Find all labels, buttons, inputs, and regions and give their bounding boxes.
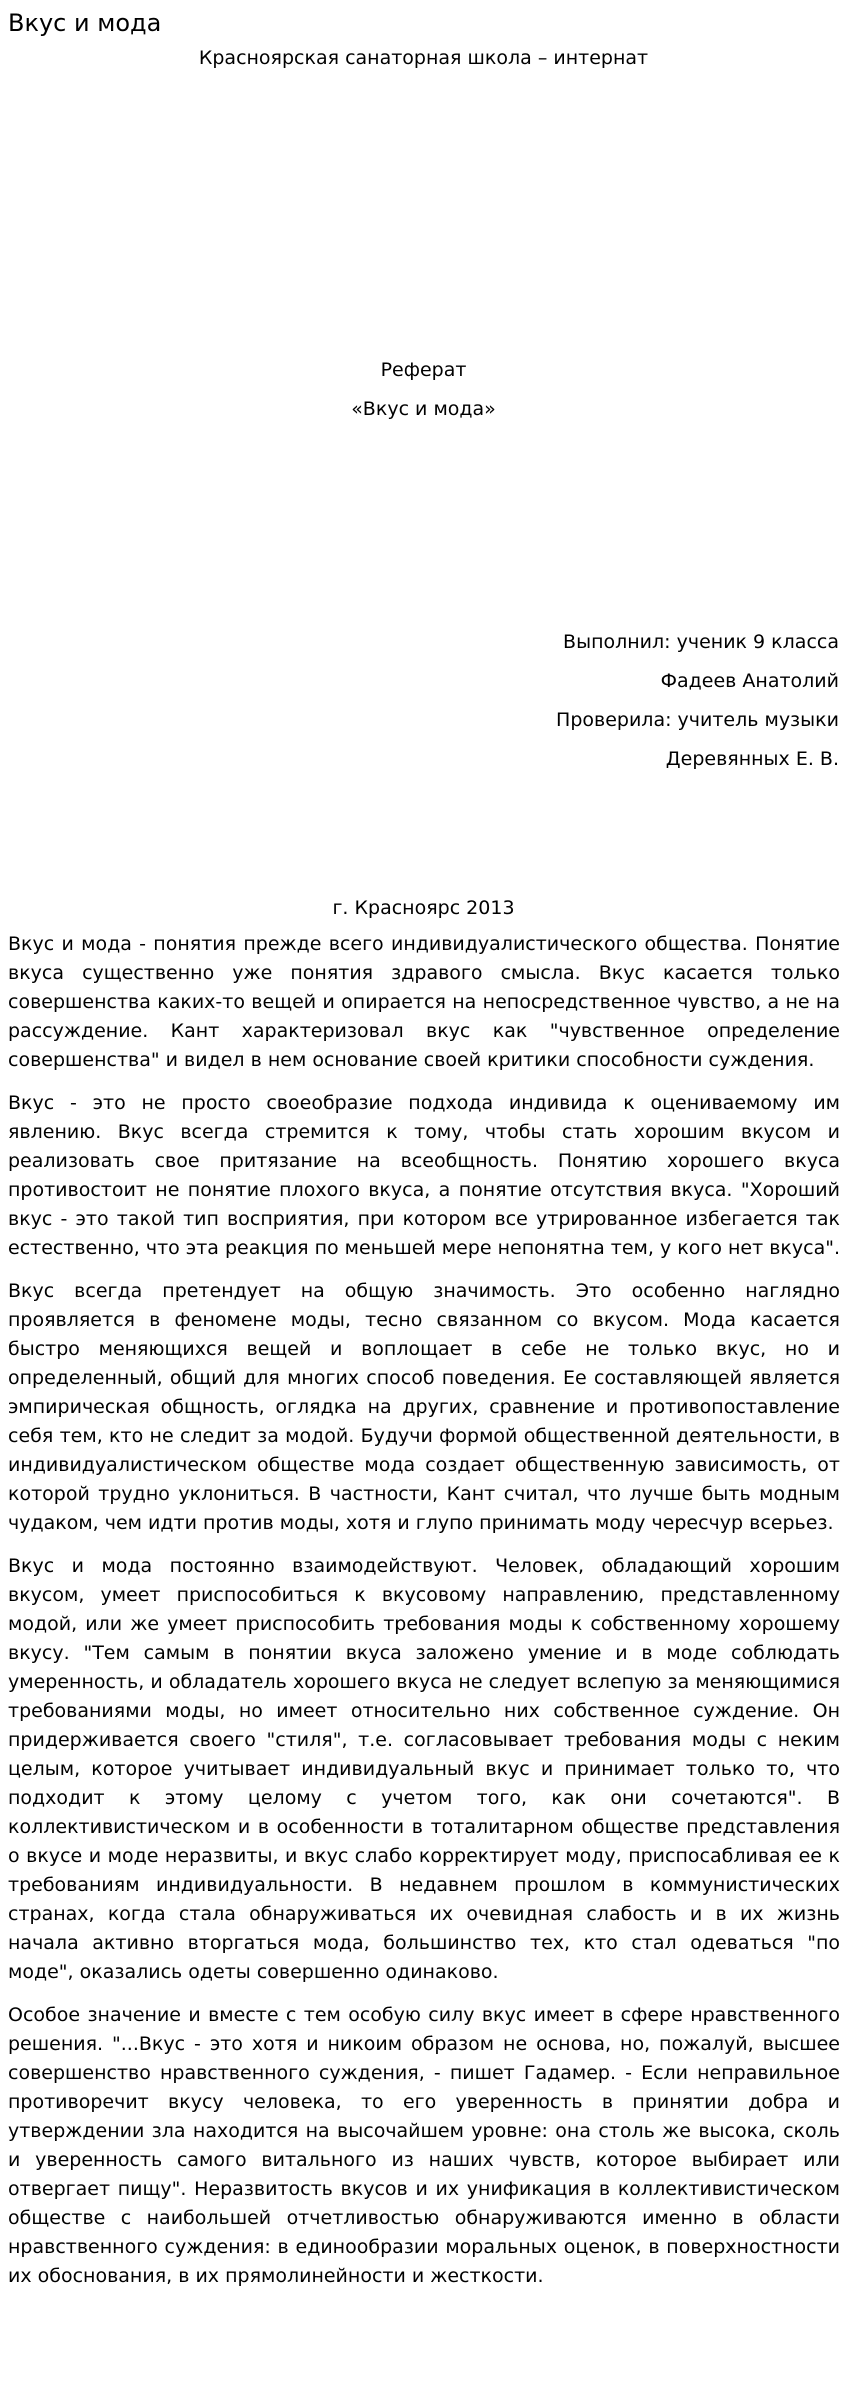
- paragraph: Вкус и мода - понятия прежде всего индивидуалистического общества. Понятие вкуса существенно уже понятия здравого смысла. Вкус касается только совершенства каких-то вещей и опирается на непосредственное чувство, а не на рассуждение. Кант характеризовал вкус как "чувственное определение совершенства" и видел в нем основание своей критики способности суждения.: [8, 933, 840, 1071]
- checker-line: Проверила: учитель музыки: [556, 709, 839, 731]
- city-year: г. Краснояpс 2013: [332, 897, 515, 919]
- author-line: Выполнил: ученик 9 класса: [563, 631, 839, 653]
- essay-body: [8, 930, 840, 2305]
- author-name: Фадеев Анатолий: [660, 670, 839, 692]
- genre-label: Реферат: [380, 359, 467, 381]
- paragraph: Особое значение и вместе с тем особую силу вкус имеет в сфере нравственного решения. "...Вкус - это хотя и никоим образом не основа, но, пожалуй, высшее совершенство нравственного суждения, - пишет Гадамер. - Если неправильное противоречит вкусу человека, то его уверенность в принятии добра и утверждении зла находится на высочайшем уровне: она столь же высока, сколь и уверенность самого витального из наших чувств, которое выбирает или отвергает пищу". Неразвитость вкусов и их унификация в коллективистическом обществе с наибольшей отчетливостью обнаруживаются именно в области нравственного суждения: в единообразии моральных оценок, в поверхностности их обоснования, в их прямолинейности и жесткости.: [8, 2004, 840, 2287]
- topic-title: «Вкус и мода»: [351, 398, 496, 420]
- page-title: Вкус и мода: [8, 9, 162, 37]
- paragraph: Вкус всегда претендует на общую значимость. Это особенно наглядно проявляется в феномене моды, тесно связанном со вкусом. Мода касается быстро меняющихся вещей и воплощает в себе не только вкус, но и определенный, общий для многих способ поведения. Ее составляющей является эмпирическая общность, оглядка на других, сравнение и противопоставление себя тем, кто не следит за модой. Будучи формой общественной деятельности, в индивидуалистическом обществе мода создает общественную зависимость, от которой трудно уклониться. В частности, Кант считал, что лучше быть модным чудаком, чем идти против моды, хотя и глупо принимать моду чересчур всерьез.: [8, 1280, 840, 1534]
- paragraph: Вкус и мода постоянно взаимодействуют. Человек, обладающий хорошим вкусом, умеет приспособиться к вкусовому направлению, представленному модой, или же умеет приспособить требования моды к собственному хорошему вкусу. "Тем самым в понятии вкуса заложено умение и в моде соблюдать умеренность, и обладатель хорошего вкуса не следует вслепую за меняющимися требованиями моды, но имеет относительно них собственное суждение. Он придерживается своего "стиля", т.е. согласовывает требования моды с неким целым, которое учитывает индивидуальный вкус и принимает только то, что подходит к этому целому с учетом того, как они сочетаются". В коллективистическом и в особенности в тоталитарном обществе представления о вкусе и моде неразвиты, и вкус слабо корректирует моду, приспосабливая ее к требованиям индивидуальности. В недавнем прошлом в коммунистических странах, когда стала обнаруживаться их очевидная слабость и в их жизнь начала активно вторгаться мода, большинство тех, кто стал одеваться "по моде", оказались одеты совершенно одинаково.: [8, 1555, 840, 1983]
- checker-name: Деревянных Е. В.: [665, 748, 839, 770]
- paragraph: Вкус - это не просто своеобразие подхода индивида к оцениваемому им явлению. Вкус всегда стремится к тому, чтобы стать хорошим вкусом и реализовать свое притязание на всеобщность. Понятию хорошего вкуса противостоит не понятие плохого вкуса, а понятие отсутствия вкуса. "Хороший вкус - это такой тип восприятия, при котором все утрированное избегается так естественно, что эта реакция по меньшей мере непонятна тем, у кого нет вкуса".: [8, 1092, 840, 1259]
- school-name: Красноярская санаторная школа – интернат: [198, 47, 649, 69]
